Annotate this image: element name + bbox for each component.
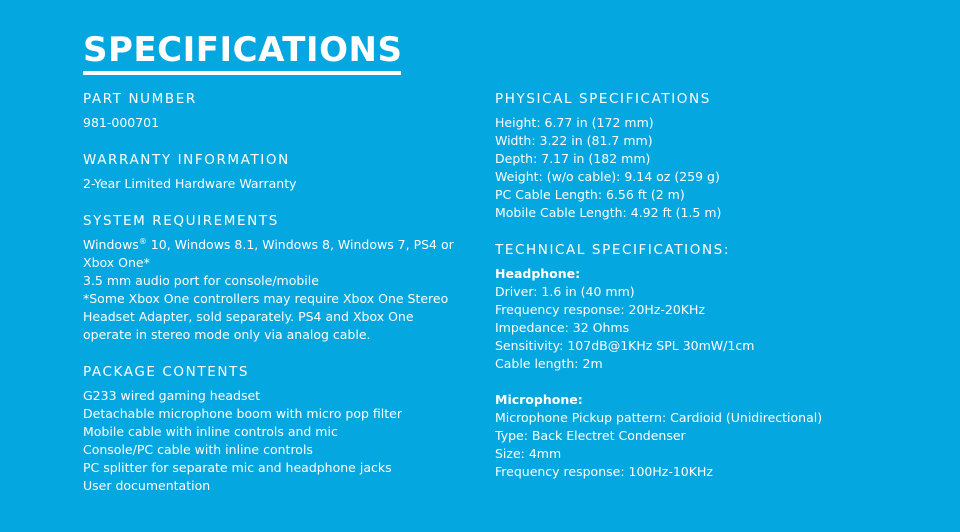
microphone-spec-item: Frequency response: 100Hz-10KHz [495,464,713,479]
microphone-spec-item: Microphone Pickup pattern: Cardioid (Unidirectional) [495,410,823,425]
package-item: Mobile cable with inline controls and mic [83,424,338,439]
headphone-spec-item: Impedance: 32 Ohms [495,320,630,335]
package-item: PC splitter for separate mic and headphone jacks [83,460,392,475]
physical-spec-item: Weight: (w/o cable): 9.14 oz (259 g) [495,169,720,184]
microphone-spec-item: Size: 4mm [495,446,562,461]
headphone-spec-item: Cable length: 2m [495,356,603,371]
windows-text: Windows [83,237,139,252]
system-requirement-line: 3.5 mm audio port for console/mobile [83,273,319,288]
system-requirements-heading: SYSTEM REQUIREMENTS [83,213,279,229]
warranty-section [83,150,473,193]
technical-specifications-heading: TECHNICAL SPECIFICATIONS: [495,242,730,258]
windows-versions-text: 10, Windows 8.1, Windows 8, Windows 7, PS4 or [146,237,454,252]
system-requirement-line: Xbox One* [83,255,150,270]
physical-spec-item: Mobile Cable Length: 4.92 ft (1.5 m) [495,205,722,220]
page-title: SPECIFICATIONS [83,30,403,70]
title-underline [83,71,401,75]
physical-specifications-heading: PHYSICAL SPECIFICATIONS [495,91,711,107]
system-requirement-line [83,236,473,254]
physical-spec-item: Width: 3.22 in (81.7 mm) [495,133,653,148]
system-requirement-line: *Some Xbox One controllers may require Xbox One Stereo [83,291,449,306]
package-contents-heading: PACKAGE CONTENTS [83,364,250,380]
technical-specifications-section [495,240,915,481]
left-column [83,89,473,513]
registered-mark: ® [138,236,147,246]
system-requirement-line: operate in stereo mode only via analog cable. [83,327,371,342]
microphone-spec-item: Type: Back Electret Condenser [495,428,686,443]
right-column [495,89,915,499]
physical-spec-item: PC Cable Length: 6.56 ft (2 m) [495,187,685,202]
package-item: G233 wired gaming headset [83,388,261,403]
part-number-heading: PART NUMBER [83,91,197,107]
system-requirements-section [83,211,473,344]
warranty-heading: WARRANTY INFORMATION [83,152,290,168]
package-item: Console/PC cable with inline controls [83,442,313,457]
headphone-spec-item: Frequency response: 20Hz-20KHz [495,302,705,317]
part-number-value: 981-000701 [83,115,160,130]
physical-spec-item: Height: 6.77 in (172 mm) [495,115,654,130]
headphone-spec-item: Sensitivity: 107dB@1KHz SPL 30mW/1cm [495,338,755,353]
part-number-section [83,89,473,132]
package-contents-section [83,362,473,495]
spacer [495,373,915,391]
microphone-subheading: Microphone: [495,392,583,407]
physical-spec-item: Depth: 7.17 in (182 mm) [495,151,651,166]
warranty-value: 2-Year Limited Hardware Warranty [83,176,297,191]
package-item: User documentation [83,478,211,493]
headphone-subheading: Headphone: [495,266,581,281]
system-requirement-line: Headset Adapter, sold separately. PS4 and Xbox One [83,309,414,324]
package-item: Detachable microphone boom with micro pop filter [83,406,402,421]
headphone-spec-item: Driver: 1.6 in (40 mm) [495,284,635,299]
physical-specifications-section [495,89,915,222]
